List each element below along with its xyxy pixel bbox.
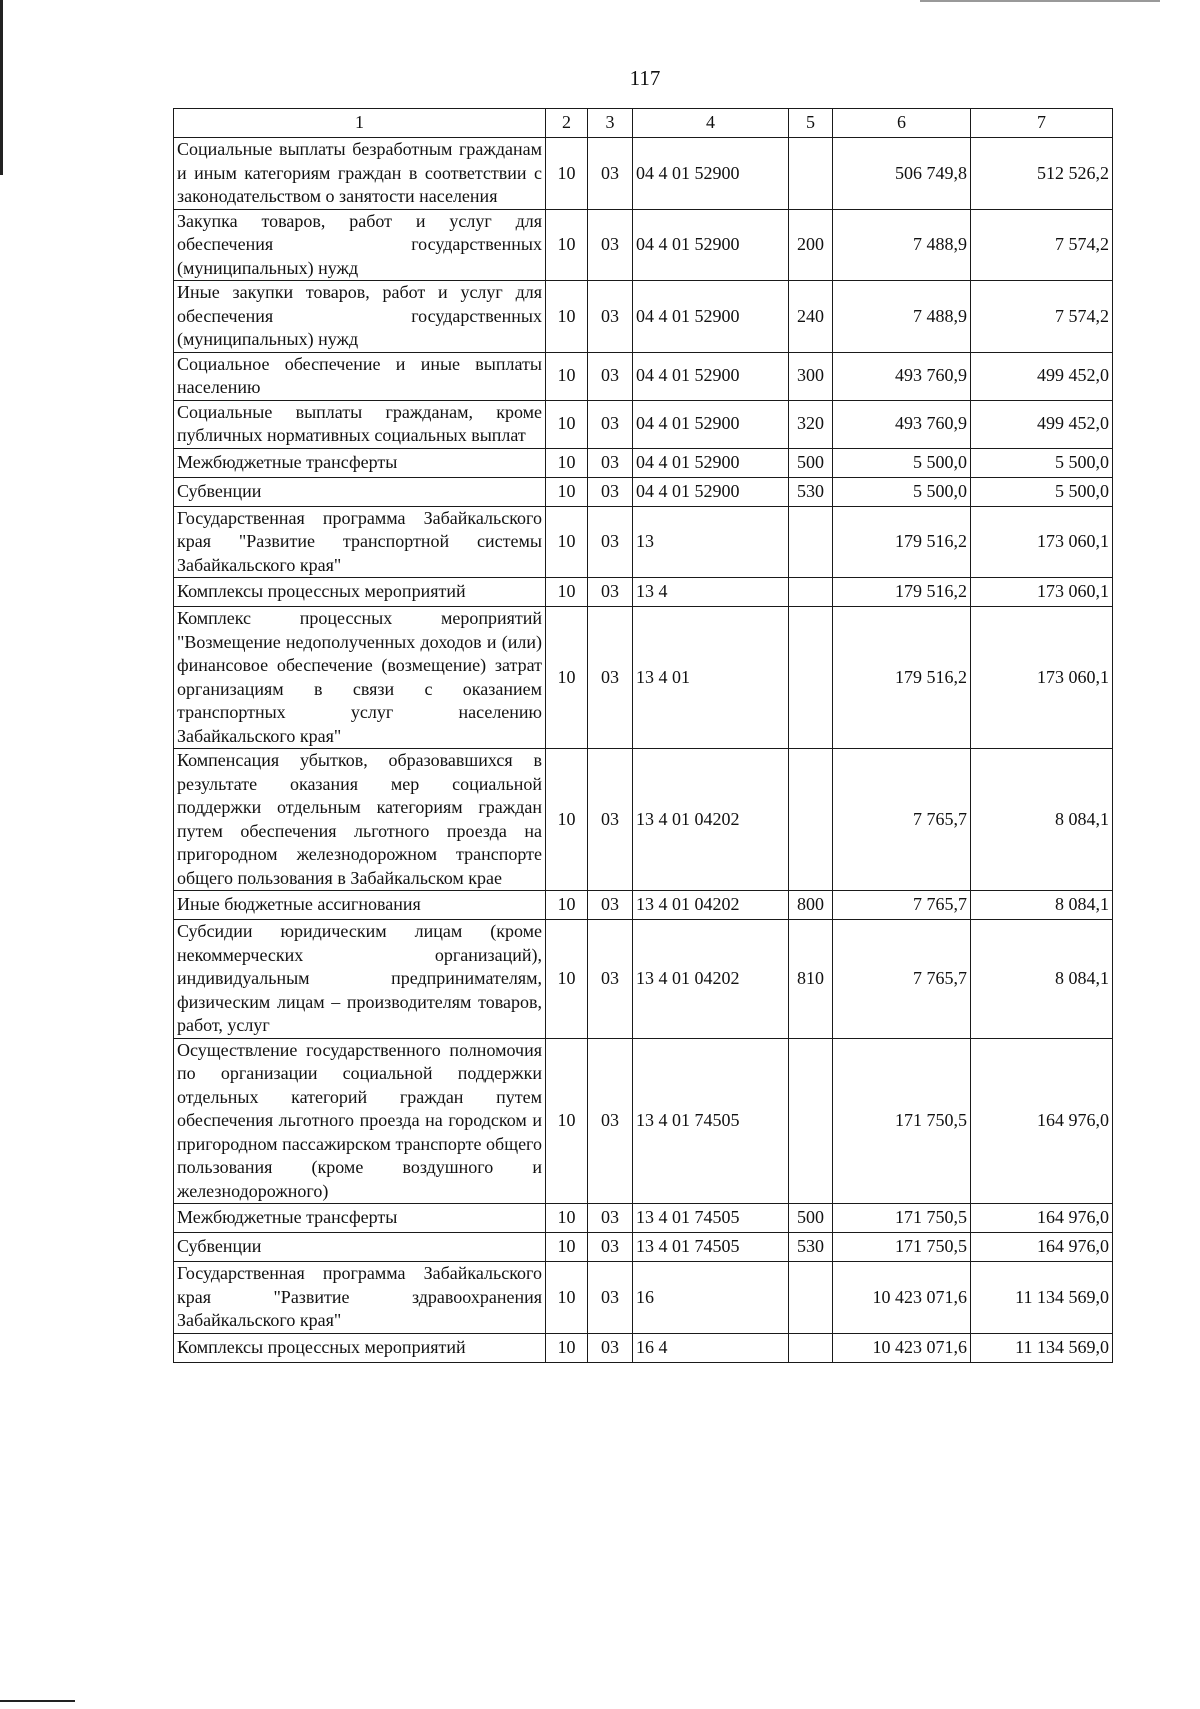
cell-amount-6: 7 488,9 — [833, 209, 971, 281]
row-name: Закупка товаров, работ и услуг для обеспечения государственных (муниципальных) нужд — [174, 209, 546, 281]
table-row — [174, 352, 1113, 400]
cell-amount-6: 493 760,9 — [833, 400, 971, 448]
cell-amount-6: 7 488,9 — [833, 281, 971, 353]
cell-amount-6: 179 516,2 — [833, 506, 971, 578]
cell-section: 10 — [546, 209, 588, 281]
column-header: 5 — [789, 109, 833, 138]
row-name: Комплексы процессных мероприятий — [174, 578, 546, 607]
cell-subsection: 03 — [588, 891, 633, 920]
cell-subsection: 03 — [588, 578, 633, 607]
table-header-row — [174, 109, 1113, 138]
row-name: Социальное обеспечение и иные выплаты населению — [174, 352, 546, 400]
table-row — [174, 506, 1113, 578]
cell-amount-6: 7 765,7 — [833, 920, 971, 1039]
cell-amount-7: 8 084,1 — [971, 749, 1113, 891]
cell-expense-type: 810 — [789, 920, 833, 1039]
cell-amount-7: 164 976,0 — [971, 1038, 1113, 1204]
cell-section: 10 — [546, 1204, 588, 1233]
table-row — [174, 1233, 1113, 1262]
row-name: Осуществление государственного полномочия по организации социальной поддержки отдельных категорий граждан путем обеспечения льготного проезда на городском и пригородном пассажирском транспорте общего пользования (кроме воздушного и железнодорожного) — [174, 1038, 546, 1204]
cell-expense-type — [789, 506, 833, 578]
cell-amount-7: 8 084,1 — [971, 920, 1113, 1039]
cell-expense-type: 320 — [789, 400, 833, 448]
cell-expense-type: 530 — [789, 1233, 833, 1262]
table-row — [174, 1333, 1113, 1362]
cell-amount-7: 499 452,0 — [971, 400, 1113, 448]
cell-expense-type — [789, 1333, 833, 1362]
cell-amount-7: 11 134 569,0 — [971, 1262, 1113, 1334]
cell-expense-type: 530 — [789, 477, 833, 506]
cell-target-code: 04 4 01 52900 — [633, 209, 789, 281]
cell-section: 10 — [546, 506, 588, 578]
cell-subsection: 03 — [588, 281, 633, 353]
row-name: Межбюджетные трансферты — [174, 448, 546, 477]
cell-expense-type: 200 — [789, 209, 833, 281]
cell-section: 10 — [546, 281, 588, 353]
row-name: Субвенции — [174, 1233, 546, 1262]
cell-amount-7: 164 976,0 — [971, 1233, 1113, 1262]
row-name: Комплексы процессных мероприятий — [174, 1333, 546, 1362]
cell-section: 10 — [546, 920, 588, 1039]
cell-amount-7: 164 976,0 — [971, 1204, 1113, 1233]
table-row — [174, 448, 1113, 477]
cell-amount-7: 173 060,1 — [971, 607, 1113, 749]
cell-section: 10 — [546, 448, 588, 477]
cell-target-code: 13 — [633, 506, 789, 578]
cell-amount-6: 7 765,7 — [833, 891, 971, 920]
row-name: Иные закупки товаров, работ и услуг для обеспечения государственных (муниципальных) нужд — [174, 281, 546, 353]
column-header: 3 — [588, 109, 633, 138]
cell-subsection: 03 — [588, 1233, 633, 1262]
cell-amount-6: 171 750,5 — [833, 1233, 971, 1262]
cell-amount-7: 173 060,1 — [971, 506, 1113, 578]
cell-amount-7: 499 452,0 — [971, 352, 1113, 400]
cell-amount-6: 171 750,5 — [833, 1038, 971, 1204]
table-row — [174, 1204, 1113, 1233]
cell-expense-type — [789, 1262, 833, 1334]
column-header: 4 — [633, 109, 789, 138]
cell-subsection: 03 — [588, 209, 633, 281]
cell-target-code: 13 4 01 74505 — [633, 1233, 789, 1262]
cell-subsection: 03 — [588, 1038, 633, 1204]
cell-amount-7: 5 500,0 — [971, 477, 1113, 506]
row-name: Субвенции — [174, 477, 546, 506]
column-header: 2 — [546, 109, 588, 138]
cell-target-code: 13 4 01 74505 — [633, 1204, 789, 1233]
scan-edge-top — [920, 0, 1160, 2]
row-name: Комплекс процессных мероприятий "Возмещение недополученных доходов и (или) финансовое обеспечение (возмещение) затрат организациям в связи с оказанием транспортных услуг населению Забайкальского края" — [174, 607, 546, 749]
row-name: Социальные выплаты гражданам, кроме публичных нормативных социальных выплат — [174, 400, 546, 448]
cell-amount-6: 5 500,0 — [833, 448, 971, 477]
cell-subsection: 03 — [588, 352, 633, 400]
cell-expense-type — [789, 749, 833, 891]
cell-amount-6: 171 750,5 — [833, 1204, 971, 1233]
page-number: 117 — [629, 66, 661, 90]
cell-section: 10 — [546, 138, 588, 210]
row-name: Социальные выплаты безработным гражданам и иным категориям граждан в соответствии с законодательством о занятости населения — [174, 138, 546, 210]
cell-amount-7: 5 500,0 — [971, 448, 1113, 477]
cell-subsection: 03 — [588, 1333, 633, 1362]
cell-amount-6: 179 516,2 — [833, 578, 971, 607]
row-name: Компенсация убытков, образовавшихся в результате оказания мер социальной поддержки отдельным категориям граждан путем обеспечения льготного проезда на пригородном железнодорожном транспорте общего пользования в Забайкальском крае — [174, 749, 546, 891]
cell-target-code: 04 4 01 52900 — [633, 477, 789, 506]
cell-expense-type — [789, 578, 833, 607]
cell-target-code: 13 4 — [633, 578, 789, 607]
table-row — [174, 749, 1113, 891]
cell-subsection: 03 — [588, 448, 633, 477]
cell-section: 10 — [546, 1038, 588, 1204]
cell-expense-type — [789, 607, 833, 749]
cell-target-code: 04 4 01 52900 — [633, 352, 789, 400]
cell-section: 10 — [546, 749, 588, 891]
cell-section: 10 — [546, 607, 588, 749]
cell-target-code: 04 4 01 52900 — [633, 281, 789, 353]
column-header: 1 — [174, 109, 546, 138]
cell-subsection: 03 — [588, 477, 633, 506]
cell-target-code: 13 4 01 04202 — [633, 749, 789, 891]
row-name: Субсидии юридическим лицам (кроме некоммерческих организаций), индивидуальным предпринимателям, физическим лицам – производителям товаров, работ, услуг — [174, 920, 546, 1039]
cell-expense-type — [789, 138, 833, 210]
row-name: Межбюджетные трансферты — [174, 1204, 546, 1233]
cell-amount-6: 506 749,8 — [833, 138, 971, 210]
cell-expense-type: 300 — [789, 352, 833, 400]
cell-target-code: 13 4 01 04202 — [633, 920, 789, 1039]
table-row — [174, 209, 1113, 281]
cell-expense-type: 240 — [789, 281, 833, 353]
cell-section: 10 — [546, 1333, 588, 1362]
cell-expense-type: 500 — [789, 448, 833, 477]
cell-subsection: 03 — [588, 506, 633, 578]
cell-subsection: 03 — [588, 1262, 633, 1334]
cell-subsection: 03 — [588, 607, 633, 749]
cell-amount-6: 179 516,2 — [833, 607, 971, 749]
column-header: 7 — [971, 109, 1113, 138]
table-row — [174, 920, 1113, 1039]
cell-target-code: 04 4 01 52900 — [633, 138, 789, 210]
cell-section: 10 — [546, 578, 588, 607]
cell-subsection: 03 — [588, 749, 633, 891]
table-row — [174, 281, 1113, 353]
cell-amount-7: 7 574,2 — [971, 281, 1113, 353]
cell-section: 10 — [546, 891, 588, 920]
cell-expense-type — [789, 1038, 833, 1204]
table-row — [174, 1038, 1113, 1204]
cell-section: 10 — [546, 1262, 588, 1334]
cell-subsection: 03 — [588, 138, 633, 210]
cell-subsection: 03 — [588, 1204, 633, 1233]
cell-target-code: 04 4 01 52900 — [633, 448, 789, 477]
cell-amount-7: 512 526,2 — [971, 138, 1113, 210]
cell-target-code: 04 4 01 52900 — [633, 400, 789, 448]
table-row — [174, 400, 1113, 448]
cell-amount-7: 7 574,2 — [971, 209, 1113, 281]
cell-amount-7: 8 084,1 — [971, 891, 1113, 920]
cell-target-code: 16 4 — [633, 1333, 789, 1362]
cell-expense-type: 500 — [789, 1204, 833, 1233]
cell-target-code: 13 4 01 74505 — [633, 1038, 789, 1204]
cell-section: 10 — [546, 352, 588, 400]
cell-expense-type: 800 — [789, 891, 833, 920]
cell-amount-6: 493 760,9 — [833, 352, 971, 400]
table-row — [174, 891, 1113, 920]
budget-table — [173, 108, 1113, 1363]
cell-amount-6: 7 765,7 — [833, 749, 971, 891]
scan-edge-bottom — [0, 1700, 75, 1702]
table-row — [174, 138, 1113, 210]
cell-target-code: 13 4 01 — [633, 607, 789, 749]
table-row — [174, 1262, 1113, 1334]
row-name: Государственная программа Забайкальского края "Развитие здравоохранения Забайкальского края" — [174, 1262, 546, 1334]
cell-subsection: 03 — [588, 400, 633, 448]
cell-amount-7: 173 060,1 — [971, 578, 1113, 607]
cell-subsection: 03 — [588, 920, 633, 1039]
table-row — [174, 578, 1113, 607]
cell-amount-6: 10 423 071,6 — [833, 1333, 971, 1362]
row-name: Государственная программа Забайкальского края "Развитие транспортной системы Забайкальского края" — [174, 506, 546, 578]
cell-amount-6: 5 500,0 — [833, 477, 971, 506]
cell-section: 10 — [546, 400, 588, 448]
cell-section: 10 — [546, 1233, 588, 1262]
cell-target-code: 16 — [633, 1262, 789, 1334]
cell-target-code: 13 4 01 04202 — [633, 891, 789, 920]
column-header: 6 — [833, 109, 971, 138]
row-name: Иные бюджетные ассигнования — [174, 891, 546, 920]
table-row — [174, 477, 1113, 506]
cell-amount-7: 11 134 569,0 — [971, 1333, 1113, 1362]
table-row — [174, 607, 1113, 749]
cell-section: 10 — [546, 477, 588, 506]
cell-amount-6: 10 423 071,6 — [833, 1262, 971, 1334]
